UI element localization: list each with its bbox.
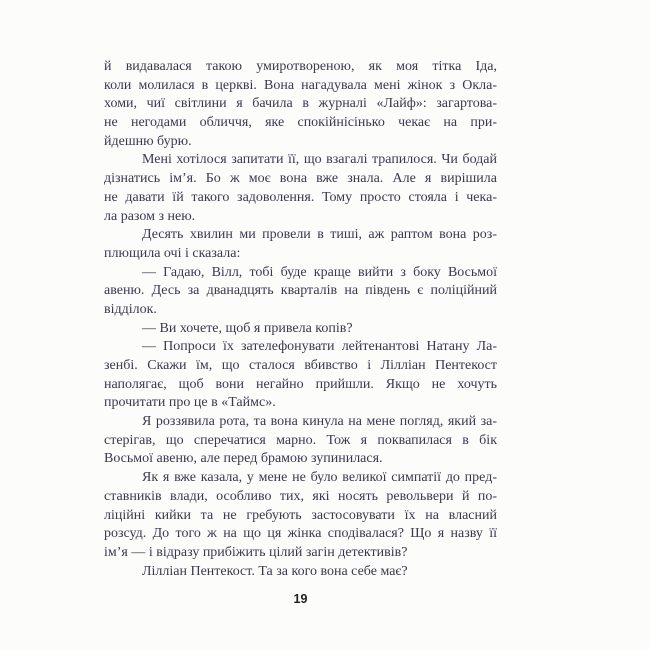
- text-line: стерігав, що сперечатися марно. Тож я поквапилася в бік: [104, 432, 497, 448]
- text-line: ліційні кийки та не гребують застосовувати їх на власний: [104, 507, 497, 523]
- text-line: — Ви хочете, щоб я привела копів?: [142, 320, 353, 336]
- page-number: 19: [293, 592, 308, 606]
- text-line: ставників влади, особливо тих, які носять револьвери й по-: [104, 488, 497, 504]
- text-line: Десять хвилин ми провели в тиші, аж раптом вона роз-: [142, 227, 497, 243]
- text-line: авеню. Десь за дванадцять кварталів на південь є поліційний: [104, 283, 497, 299]
- text-line: плющила очі і сказала:: [104, 245, 241, 261]
- text-line: Мені хотілося запитати її, що взагалі трапилося. Чи бодай: [142, 152, 497, 168]
- text-line: зенбі. Скажи їм, що сталося вбивство і Лілліан Пентекост: [104, 358, 497, 373]
- text-line: прочитати про це в «Таймс».: [104, 395, 276, 411]
- text-line: Як я вже казала, у мене не було великої симпатії до пред-: [142, 470, 497, 486]
- text-line: Я роззявила рота, та вона кинула на мене погляд, який за-: [142, 414, 497, 430]
- text-line: — Попроси їх зателефонувати лейтенантові Натану Ла-: [142, 339, 497, 355]
- text-line: дізнатись ім’я. Бо ж моє вона вже знала. Але я вирішила: [104, 171, 497, 187]
- text-line: не негодами обличчя, яке спокійнісінько чекає на при-: [104, 115, 497, 131]
- text-line: наполягає, щоб вони негайно прийшли. Якщо не хочуть: [104, 376, 497, 392]
- text-line: коли молилася в церкві. Вона нагадувала мені жінок з Окла-: [104, 77, 497, 93]
- text-line: розсуд. До того ж на що ця жінка сподівалася? Що я назву її: [104, 526, 497, 542]
- text-line: — Гадаю, Вілл, тобі буде краще вийти з боку Восьмої: [142, 264, 497, 280]
- text-line: хоми, чиї світлини я бачила в журналі «Лайф»: загартова-: [104, 96, 497, 112]
- text-line: ім’я — і відразу прибіжить цілий загін детективів?: [104, 544, 408, 560]
- text-line: не давати їй такого задоволення. Тому просто стояла і чека-: [104, 189, 497, 205]
- text-line: ла разом з нею.: [104, 208, 196, 224]
- text-line: Восьмої авеню, але перед брамою зупинилася.: [104, 451, 383, 467]
- text-line: відділок.: [104, 301, 157, 317]
- body-text: [104, 58, 497, 581]
- text-line: йдешню бурю.: [104, 133, 192, 149]
- text-line: й видавалася такою умиротвореною, як моя тітка Іда,: [104, 59, 497, 74]
- text-line: Лілліан Пентекост. Та за кого вона себе має?: [142, 563, 408, 579]
